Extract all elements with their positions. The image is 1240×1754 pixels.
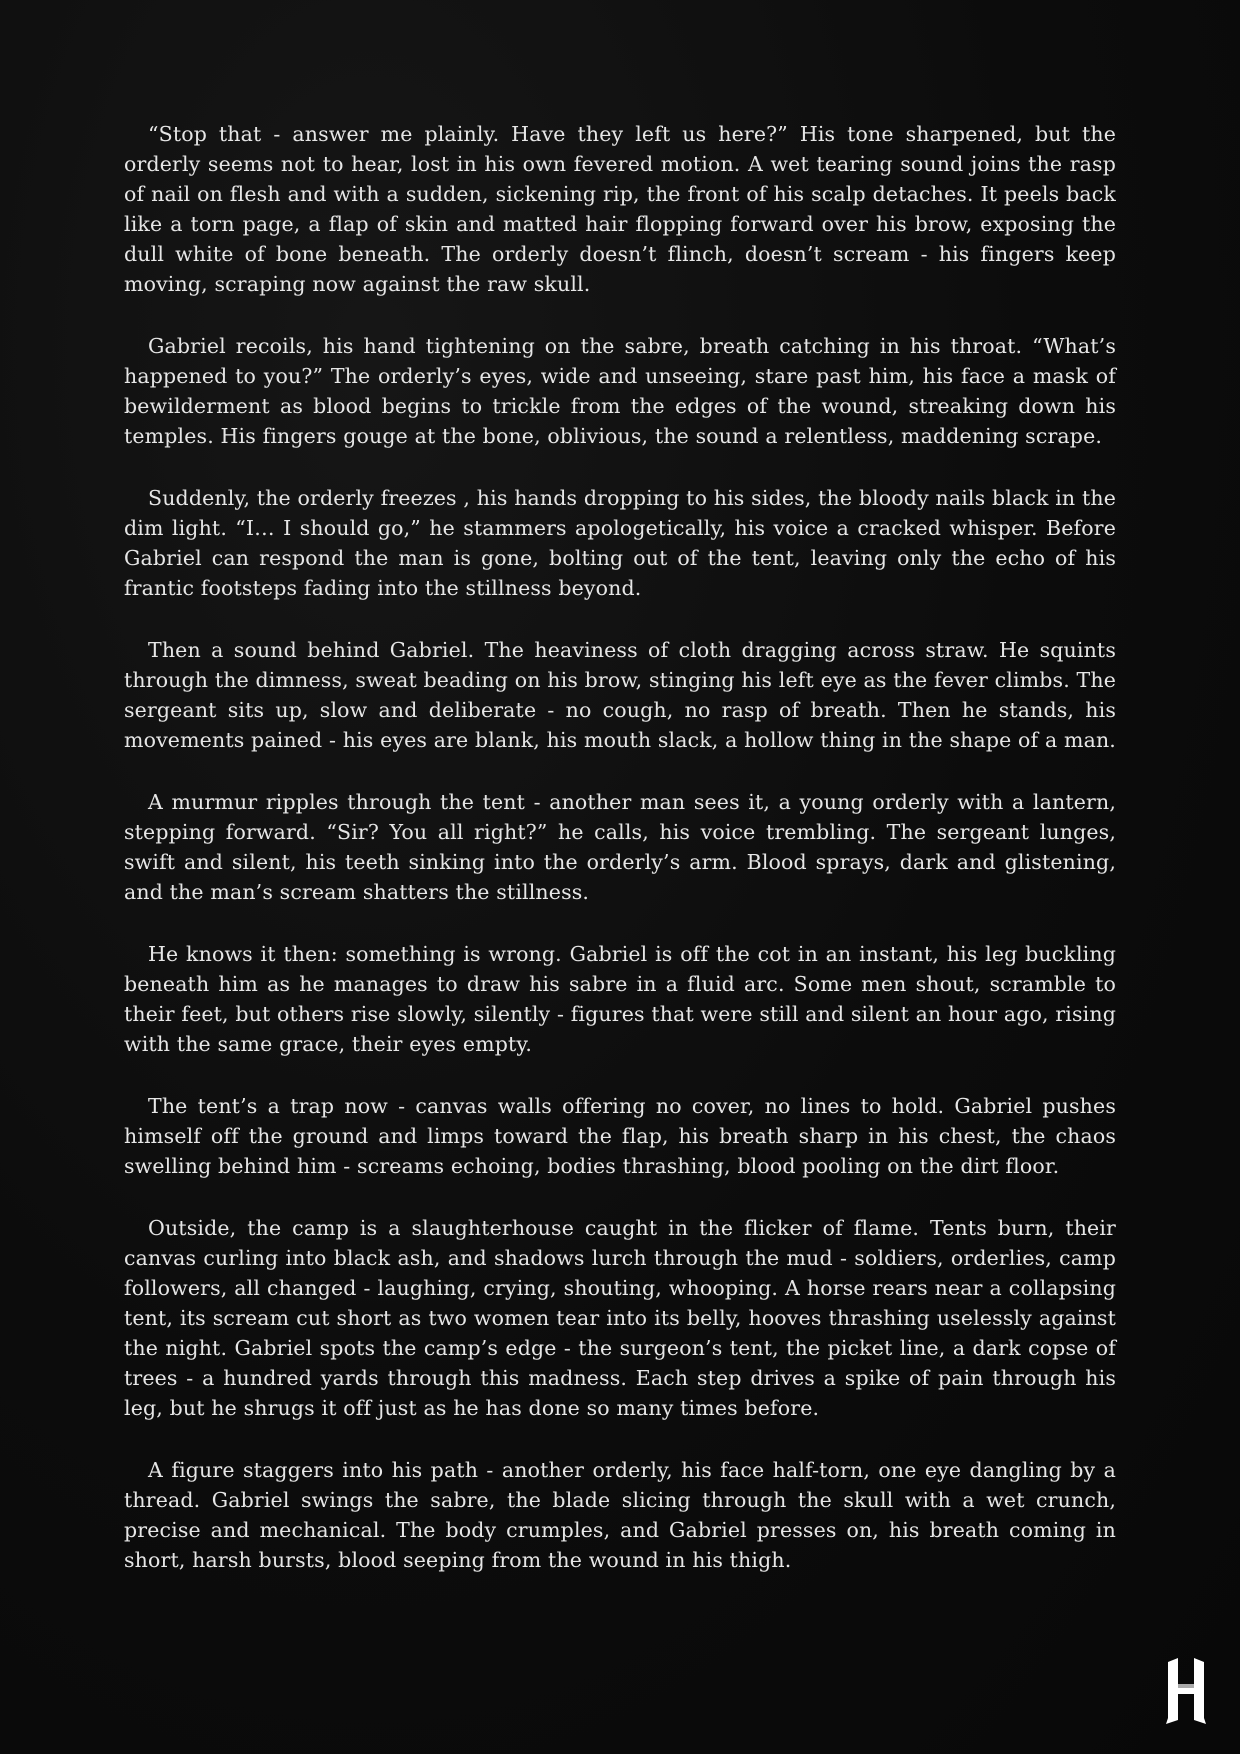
paragraph-2: Gabriel recoils, his hand tightening on the sabre, breath catching in his throat. “What’s happened to you?” The orderly’s eyes, wide and unseeing, stare past him, his face a mask of bewilderment as blood begins to trickle from the edges of the wound, streaking down his temples. His fingers gouge at the bone, oblivious, the sound a relentless, maddening scrape.	[124, 334, 1116, 448]
paragraph-1: “Stop that - answer me plainly. Have they left us here?” His tone sharpened, but the orderly seems not to hear, lost in his own fevered motion. A wet tearing sound joins the rasp of nail on flesh and with a sudden, sickening rip, the front of his scalp detaches. It peels back like a torn page, a flap of skin and matted hair flopping forward over his brow, exposing the dull white of bone beneath. The orderly doesn’t flinch, doesn’t scream - his fingers keep moving, scraping now against the raw skull.	[124, 122, 1116, 296]
body-text	[124, 119, 1116, 1607]
paragraph-9: A figure staggers into his path - another orderly, his face half-torn, one eye dangling by a thread. Gabriel swings the sabre, the blade slicing through the skull with a wet crunch, precise and mechanical. The body crumples, and Gabriel presses on, his breath coming in short, harsh bursts, blood seeping from the wound in his thigh.	[124, 1458, 1116, 1572]
paragraph-8: Outside, the camp is a slaughterhouse caught in the flicker of flame. Tents burn, their canvas curling into black ash, and shadows lurch through the mud - soldiers, orderlies, camp followers, all changed - laughing, crying, shouting, whooping. A horse rears near a collapsing tent, its scream cut short as two women tear into its belly, hooves thrashing uselessly against the night. Gabriel spots the camp’s edge - the surgeon’s tent, the picket line, a dark copse of trees - a hundred yards through this madness. Each step drives a spike of pain through his leg, but he shrugs it off just as he has done so many times before.	[124, 1216, 1116, 1420]
paragraph-5: A murmur ripples through the tent - another man sees it, a young orderly with a lantern, stepping forward. “Sir? You all right?” he calls, his voice trembling. The sergeant lunges, swift and silent, his teeth sinking into the orderly’s arm. Blood sprays, dark and glistening, and the man’s scream shatters the stillness.	[124, 790, 1116, 904]
h-monogram-icon	[1166, 1658, 1206, 1724]
paragraph-4: Then a sound behind Gabriel. The heaviness of cloth dragging across straw. He squints through the dimness, sweat beading on his brow, stinging his left eye as the fever climbs. The sergeant sits up, slow and deliberate - no cough, no rasp of breath. Then he stands, his movements pained - his eyes are blank, his mouth slack, a hollow thing in the shape of a man.	[124, 638, 1116, 752]
paragraph-7: The tent’s a trap now - canvas walls offering no cover, no lines to hold. Gabriel pushes himself off the ground and limps toward the flap, his breath sharp in his chest, the chaos swelling behind him - screams echoing, bodies thrashing, blood pooling on the dirt floor.	[124, 1094, 1116, 1178]
paragraph-6: He knows it then: something is wrong. Gabriel is off the cot in an instant, his leg buckling beneath him as he manages to draw his sabre in a fluid arc. Some men shout, scramble to their feet, but others rise slowly, silently - figures that were still and silent an hour ago, rising with the same grace, their eyes empty.	[124, 942, 1116, 1056]
paragraph-3: Suddenly, the orderly freezes , his hands dropping to his sides, the bloody nails black in the dim light. “I… I should go,” he stammers apologetically, his voice a cracked whisper. Before Gabriel can respond the man is gone, bolting out of the tent, leaving only the echo of his frantic footsteps fading into the stillness beyond.	[124, 486, 1116, 600]
